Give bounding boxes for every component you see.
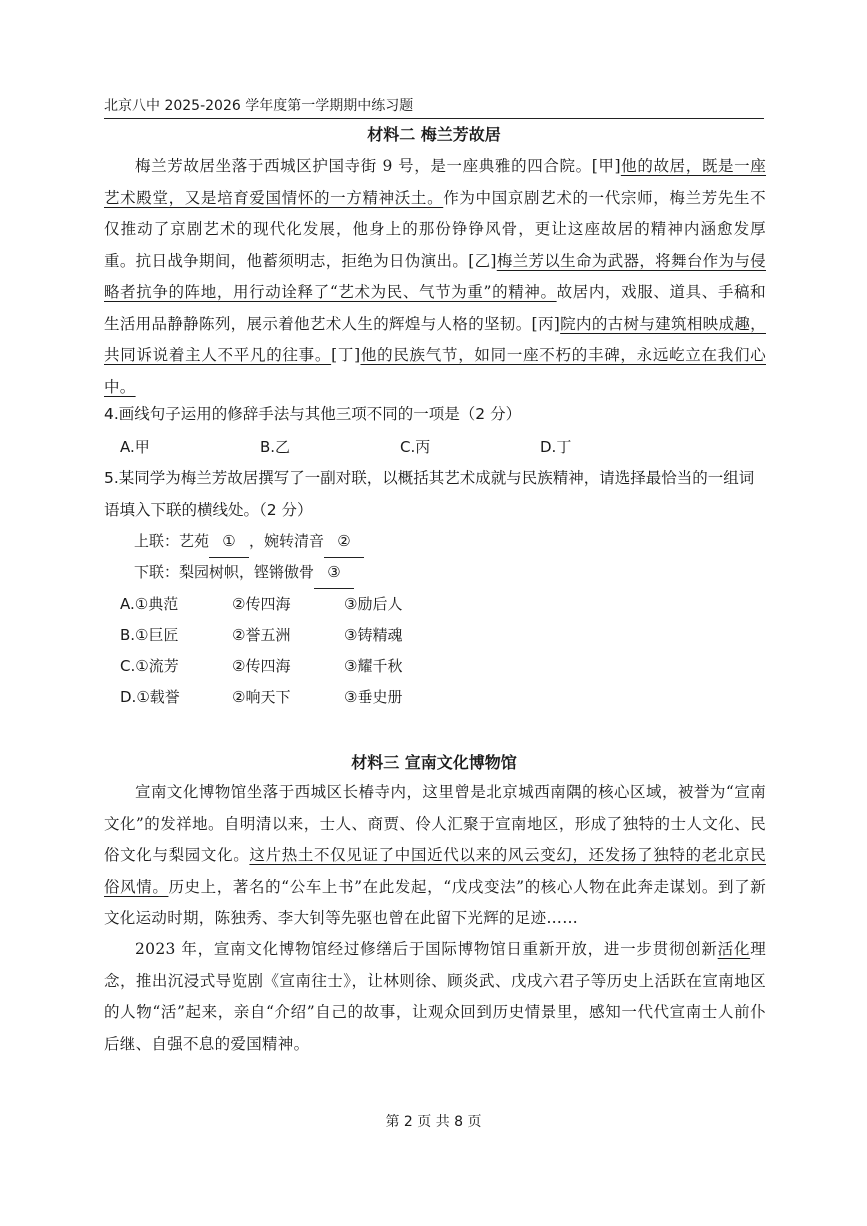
blank-1: ① xyxy=(209,526,249,558)
q4-option-b: B.乙 xyxy=(260,438,291,456)
sentence-bing: 院内的古树与建筑相映成趣，共同诉说着主人不平凡的往事。 xyxy=(104,314,766,364)
q5-choice-a xyxy=(120,589,402,620)
page-number: 第 2 页 共 8 页 xyxy=(385,1114,482,1130)
couplet-lower-label: 下联：梨园树帜，铿锵傲骨 xyxy=(134,563,315,581)
q5-choice-b xyxy=(120,620,402,651)
section3-text-b: 历史上，著名的“公车上书”在此发起，“戊戌变法”的核心人物在此奔走谋划。到了新文化运动时期，陈独秀、李大钊等先驱也曾在此留下光辉的足迹…… xyxy=(104,877,766,927)
section3-title: 材料三 宣南文化博物馆 xyxy=(351,753,517,772)
section3-paragraph-1 xyxy=(104,777,766,935)
blank-2: ② xyxy=(324,526,364,558)
section3-p2-text-b: 理念，推出沉浸式导览剧《宣南往士》，让林则徐、顾炎武、戊戌六君子等历史上活跃在宣南地区的人物“活”起来，亲自“介绍”自己的故事，让观众回到历史情景里，感知一代代宣南士人前仆后继、自强不息的爱国精神。 xyxy=(104,940,766,1053)
sentence-ding: 他的民族气节，如同一座不朽的丰碑，永远屹立在我们心中。 xyxy=(104,346,766,396)
sentence-jia: 他的故居，既是一座艺术殿堂，又是培育爱国情怀的一方精神沃土。 xyxy=(104,157,767,207)
section2-paragraph xyxy=(104,151,766,403)
q5-choice-a-3: ③励后人 xyxy=(344,595,403,613)
section2-title: 材料二 梅兰芳故居 xyxy=(367,125,501,144)
section3-underlined-sentence: 这片热土不仅见证了中国近代以来的风云变幻，还发扬了独特的老北京民俗风情。 xyxy=(104,846,767,896)
couplet-upper xyxy=(134,526,364,558)
q5-choice-d-2: ②响天下 xyxy=(232,688,291,706)
section2-text-a: 梅兰芳故居坐落于西城区护国寺街 9 号，是一座典雅的四合院。[甲] xyxy=(135,157,621,175)
q4-option-a: A.甲 xyxy=(120,438,150,456)
q5-choice-a-2: ②传四海 xyxy=(232,595,291,613)
q5-choice-d-3: ③垂史册 xyxy=(344,688,403,706)
section3-p2-text-a: 2023 年，宣南文化博物馆经过修缮后于国际博物馆日重新开放，进一步贯彻创新 xyxy=(135,940,718,958)
q5-choice-b-1: B.①巨匠 xyxy=(120,626,179,644)
exam-header: 北京八中 2025-2026 学年度第一学期期中练习题 xyxy=(104,96,764,119)
section2-text-c: 故居内，戏服、道具、手稿和生活用品静静陈列，展示着他艺术人生的辉煌与人格的坚韧。[丙] xyxy=(104,283,766,333)
section3-text-a: 宣南文化博物馆坐落于西城区长椿寺内，这里曾是北京城西南隅的核心区域，被誉为“宣南文化”的发祥地。自明清以来，士人、商贾、伶人汇聚于宣南地区，形成了独特的士人文化、民俗文化与梨园文化。 xyxy=(104,783,766,864)
sentence-yi: 梅兰芳以生命为武器，将舞台作为与侵略者抗争的阵地，用行动诠释了“艺术为民、气节为重”的精神。 xyxy=(104,251,766,301)
q5-choice-c-1: C.①流芳 xyxy=(120,657,179,675)
question-4-stem: 4.画线句子运用的修辞手法与其他三项不同的一项是（2 分） xyxy=(104,405,522,423)
couplet-lower xyxy=(134,557,354,589)
q5-choice-a-1: A.①典范 xyxy=(120,595,179,613)
blank-3: ③ xyxy=(314,557,354,589)
q5-choice-b-2: ②誉五洲 xyxy=(232,626,291,644)
couplet-upper-mid: ，婉转清音 xyxy=(249,532,325,550)
q5-choice-c-2: ②传四海 xyxy=(232,657,291,675)
q5-choice-b-3: ③铸精魂 xyxy=(344,626,403,644)
couplet-upper-label: 上联：艺苑 xyxy=(134,532,210,550)
q4-option-d: D.丁 xyxy=(540,438,572,456)
q5-choice-c xyxy=(120,651,402,682)
question-4-options xyxy=(120,432,760,463)
q5-choice-c-3: ③耀千秋 xyxy=(344,657,403,675)
section2-text-d: [丁] xyxy=(331,346,361,364)
q5-choice-d-1: D.①载誉 xyxy=(120,688,180,706)
q4-option-c: C.丙 xyxy=(400,438,431,456)
section3-p2-underlined-word: 活化 xyxy=(717,940,751,958)
question-5-stem: 5.某同学为梅兰芳故居撰写了一副对联，以概括其艺术成就与民族精神，请选择最恰当的一组词语填入下联的横线处。（2 分） xyxy=(104,469,755,519)
section2-text-b: 作为中国京剧艺术的一代宗师，梅兰芳先生不仅推动了京剧艺术的现代化发展，他身上的那份铮铮风骨，更让这座故居的精神内涵愈发厚重。抗日战争期间，他蓄须明志，拒绝为日伪演出。[乙] xyxy=(104,188,766,270)
q5-choice-d xyxy=(120,682,402,713)
section3-paragraph-2 xyxy=(104,934,766,1060)
